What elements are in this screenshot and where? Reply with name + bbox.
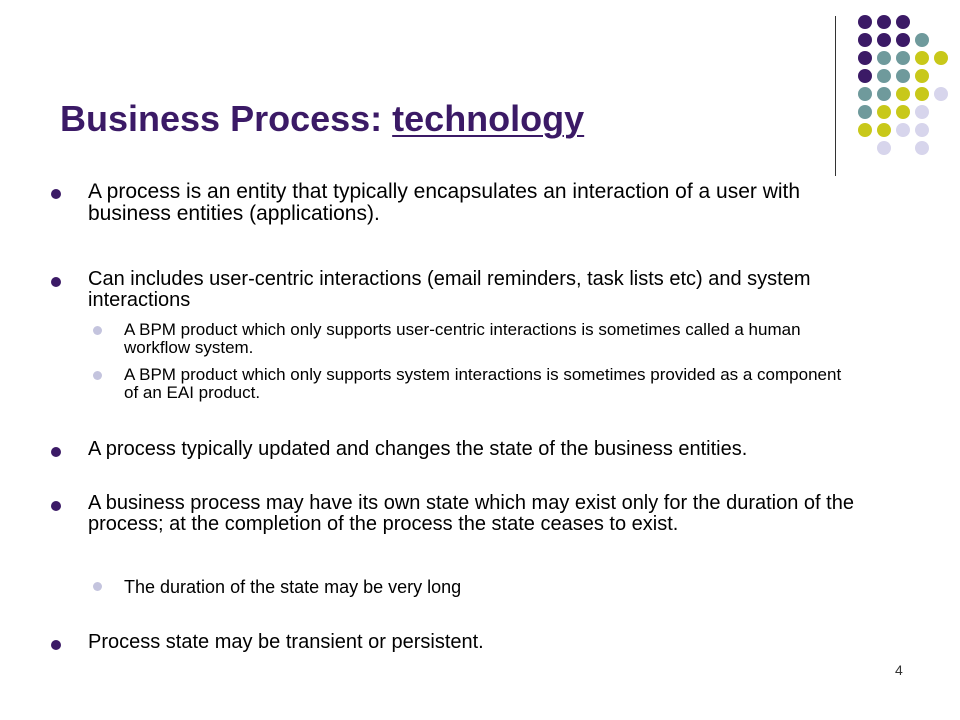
sub-bullet-marker <box>93 371 102 380</box>
bullet-marker <box>51 189 61 199</box>
sub-bullet-item <box>124 577 844 597</box>
bullet-text: Can includes user-centric interactions (email reminders, task lists etc) and system interactions <box>88 268 811 311</box>
bullet-item <box>88 493 878 535</box>
bullet-item <box>88 181 888 225</box>
bullet-marker <box>51 447 61 457</box>
bullet-marker <box>51 277 61 287</box>
bullet-text: A business process may have its own state which may exist only for the duration of the process; at the completion of the process the state ceases to exist. <box>88 492 854 535</box>
sub-bullet-item <box>124 321 844 357</box>
title-highlight: technology <box>392 98 585 139</box>
sub-bullet-marker <box>93 326 102 335</box>
bullet-item <box>88 632 888 653</box>
bullet-text: A process typically updated and changes the state of the business entities. <box>88 438 748 460</box>
page-number: 4 <box>895 662 903 678</box>
sub-bullet-item <box>124 366 844 402</box>
bullet-text: Process state may be transient or persistent. <box>88 631 484 653</box>
sub-bullet-text: The duration of the state may be very long <box>124 577 462 597</box>
sub-bullet-text: A BPM product which only supports system interactions is sometimes provided as a component of an EAI product. <box>124 365 842 402</box>
sub-bullet-marker <box>93 582 102 591</box>
bullet-item <box>88 439 908 460</box>
title-main: Business Process: <box>60 98 393 139</box>
bullet-marker <box>51 501 61 511</box>
sub-bullet-text: A BPM product which only supports user-centric interactions is sometimes called a human workflow system. <box>124 320 801 357</box>
bullet-text: A process is an entity that typically encapsulates an interaction of a user with business entities (applications). <box>88 180 801 225</box>
bullet-item <box>88 269 888 311</box>
bullet-marker <box>51 640 61 650</box>
